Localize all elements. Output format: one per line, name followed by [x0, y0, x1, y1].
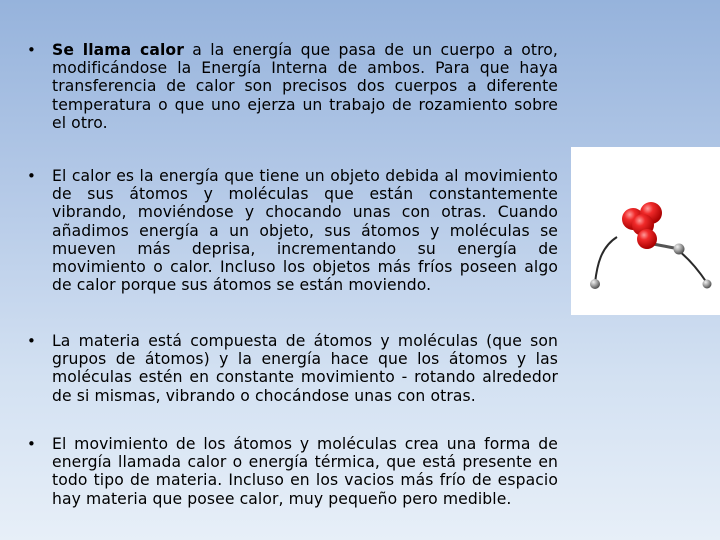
bullet-body-1: a la energía que pasa de un cuerpo a otro, modificándose la Energía Interna de ambos. Para que haya transferencia de calor son precisos dos cuerpos a diferente temperatura o que uno ejerza un trabajo de rozamiento sobre el otro. [52, 41, 558, 132]
bullet-marker: • [27, 167, 36, 185]
motion-trail [595, 237, 617, 283]
bullet-item-3 [24, 332, 558, 405]
bullet-marker: • [27, 332, 36, 350]
bullet-text-1 [52, 41, 558, 132]
red-atom [637, 229, 657, 249]
small-atom [590, 279, 600, 289]
bullet-marker: • [27, 435, 36, 453]
bullet-item-4 [24, 435, 558, 508]
molecule-image [571, 147, 720, 315]
bullet-bold-lead: Se llama calor [52, 41, 185, 59]
bullet-text-2: El calor es la energía que tiene un objeto debida al movimiento de sus átomos y moléculas que están constantemente vibrando, moviéndose y chocando unas con otras. Cuando añadimos energía a un objeto, sus átomos y moléculas se mueven más deprisa, incrementando su energía de movimiento o calor. Incluso los objetos más fríos poseen algo de calor porque sus átomos se están moviendo. [52, 167, 558, 295]
bullet-item-2 [24, 167, 558, 294]
bullet-text-3: La materia está compuesta de átomos y moléculas (que son grupos de átomos) y la energía hace que los átomos y las moléculas estén en constante movimiento - rotando alrededor de si mismas, vibrando o chocándose unas con otras. [52, 332, 558, 405]
bullet-text-4: El movimiento de los átomos y moléculas crea una forma de energía llamada calor o energía térmica, que está presente en todo tipo de materia. Incluso en los vacios más frío de espacio hay materia que posee calor, muy pequeño pero medible. [52, 435, 558, 508]
molecule-illustration-icon [571, 147, 720, 315]
motion-trail [679, 251, 707, 283]
bullet-item-1 [24, 41, 558, 132]
bullet-list [24, 41, 558, 508]
bullet-marker: • [27, 41, 36, 59]
small-atom [703, 280, 712, 289]
small-atom [674, 244, 685, 255]
